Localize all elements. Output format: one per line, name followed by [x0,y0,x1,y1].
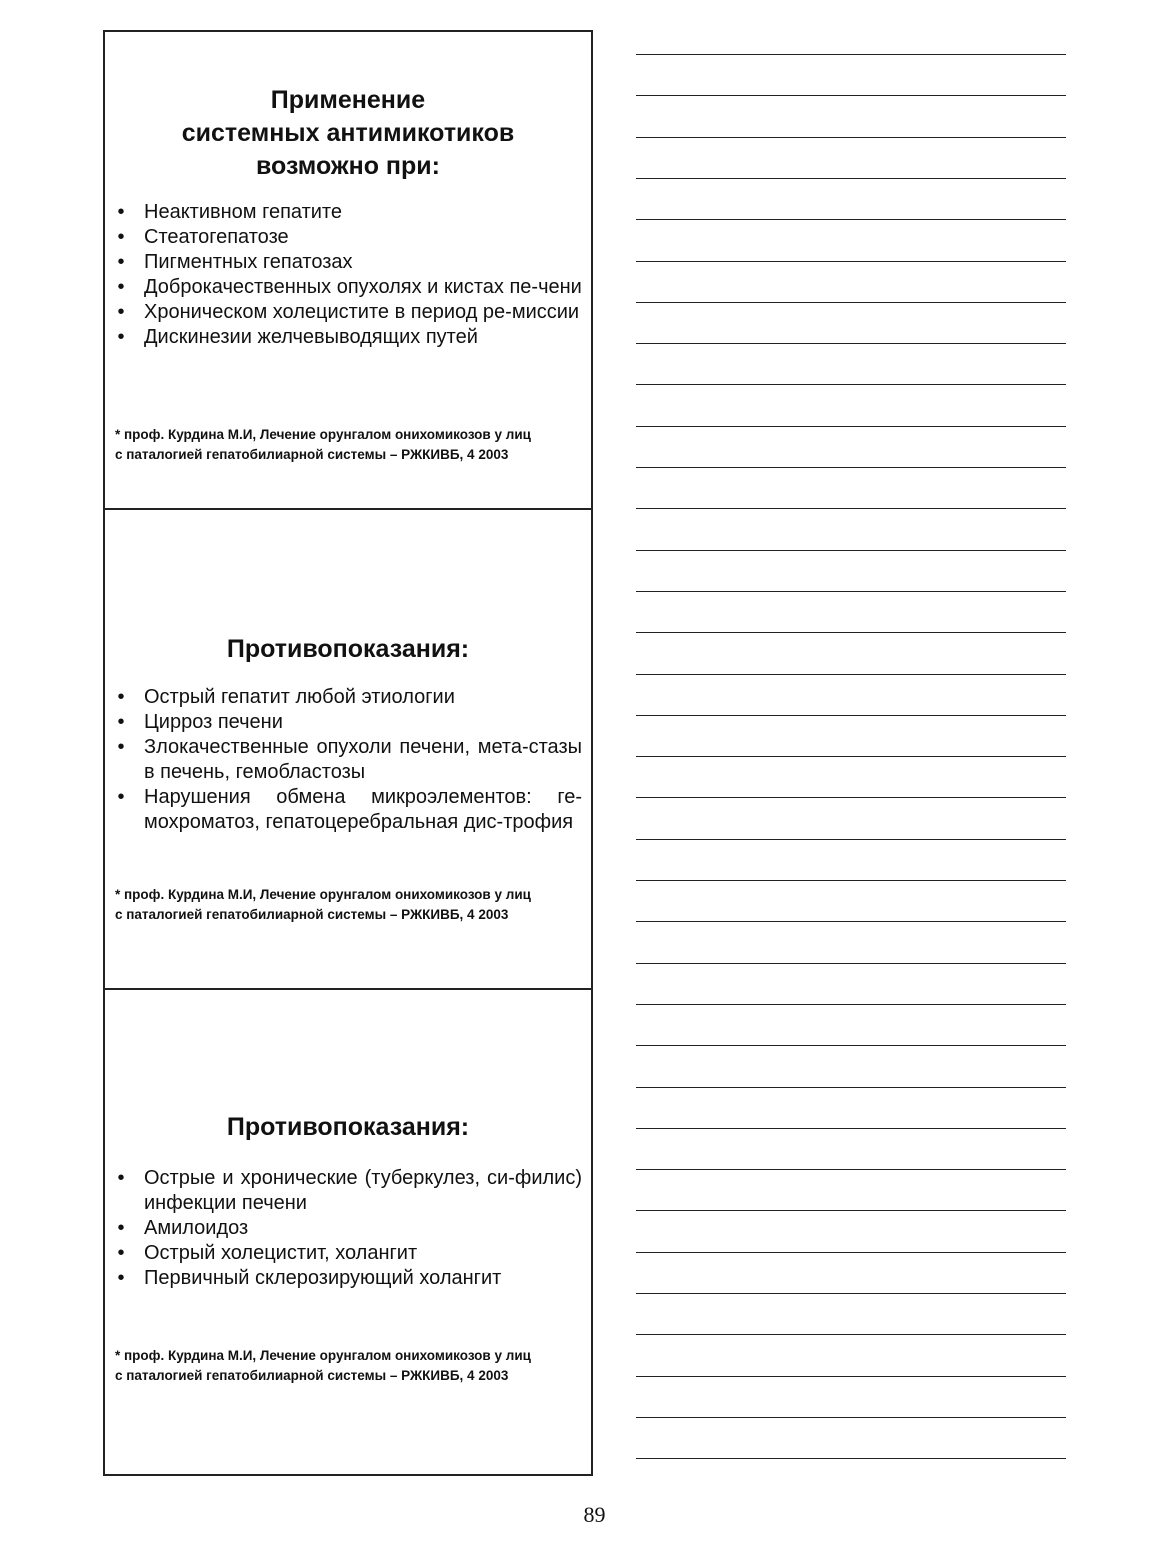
title-line: Противопоказания: [226,1113,470,1141]
title-line: Противопоказания: [226,635,470,663]
list-item-text: Стеатогепатозе [144,226,289,248]
bullet-icon: • [117,1267,125,1289]
list-item-text: Хроническом холецистите в период ре-миссии [144,301,580,323]
note-line [636,1004,1066,1005]
note-line [636,178,1066,179]
note-line [636,1169,1066,1170]
list-item-text: Амилоидоз [144,1217,249,1239]
note-line [636,1210,1066,1211]
list-item [115,1241,582,1266]
bullet-icon: • [117,1217,125,1239]
slides-column [103,30,593,1476]
note-line [636,591,1066,592]
title-line: Применение [270,86,426,114]
bullet-list [115,1166,582,1291]
list-item [115,300,582,325]
footnote-line: с паталогией гепатобилиарной системы – РЖКИВБ, 4 2003 [115,1368,509,1383]
slide-title [105,1111,591,1144]
note-line [636,1376,1066,1377]
list-item [115,275,582,300]
note-line [636,1252,1066,1253]
note-line [636,880,1066,881]
list-item-text: Нарушения обмена микроэлементов: ге-мохроматоз, гепатоцеребральная дис-трофия [144,786,582,833]
list-item-text: Доброкачественных опухолях и кистах пе-чени [144,276,582,298]
bullet-icon: • [117,301,125,323]
note-line [636,261,1066,262]
note-line [636,95,1066,96]
list-item-text: Острый гепатит любой этиологии [144,686,455,708]
list-item-text: Неактивном гепатите [144,201,342,223]
footnote-line: с паталогией гепатобилиарной системы – РЖКИВБ, 4 2003 [115,907,509,922]
bullet-icon: • [117,736,125,758]
list-item [115,1166,582,1216]
note-line [636,1417,1066,1418]
slide-title [105,633,591,666]
page-number: 89 [583,1502,606,1527]
note-line [636,426,1066,427]
note-line [636,632,1066,633]
bullet-icon: • [117,201,125,223]
bullet-list [115,200,582,350]
footnote-line: * проф. Курдина М.И, Лечение орунгалом онихомикозов у лиц [115,1348,531,1363]
title-line: системных антимикотиков [181,119,515,147]
bullet-icon: • [117,251,125,273]
list-item-text: Острые и хронические (туберкулез, си-филис) инфекции печени [144,1167,582,1214]
bullet-icon: • [117,711,125,733]
note-line [636,921,1066,922]
bullet-list [115,685,582,835]
note-line [636,137,1066,138]
footnote-line: * проф. Курдина М.И, Лечение орунгалом онихомикозов у лиц [115,887,531,902]
footnote-line: с паталогией гепатобилиарной системы – РЖКИВБ, 4 2003 [115,447,509,462]
footnote [115,425,589,465]
footnote-line: * проф. Курдина М.И, Лечение орунгалом онихомикозов у лиц [115,427,531,442]
note-line [636,1293,1066,1294]
footnote [115,1346,589,1386]
list-item [115,735,582,785]
list-item-text: Цирроз печени [144,711,283,733]
list-item-text: Злокачественные опухоли печени, мета-стазы в печень, гемобластозы [144,736,582,783]
bullet-icon: • [117,326,125,348]
note-line [636,219,1066,220]
note-line [636,508,1066,509]
list-item [115,710,582,735]
list-item [115,225,582,250]
note-line [636,674,1066,675]
note-line [636,384,1066,385]
note-line [636,550,1066,551]
note-line [636,1128,1066,1129]
list-item [115,1266,582,1291]
note-line [636,797,1066,798]
footnote [115,885,589,925]
note-line [636,1458,1066,1459]
list-item-text: Первичный склерозирующий холангит [144,1267,502,1289]
list-item [115,785,582,835]
list-item [115,1216,582,1241]
note-line [636,343,1066,344]
note-line [636,1087,1066,1088]
slide-title [105,84,591,183]
list-item-text: Пигментных гепатозах [144,251,353,273]
note-line [636,1045,1066,1046]
bullet-icon: • [117,226,125,248]
list-item-text: Дискинезии желчевыводящих путей [144,326,478,348]
bullet-icon: • [117,786,125,808]
slide-contraindications-1 [105,510,591,990]
note-line [636,467,1066,468]
note-line [636,1334,1066,1335]
note-line [636,302,1066,303]
note-line [636,715,1066,716]
note-line [636,54,1066,55]
slide-usage-conditions [105,32,591,510]
note-line [636,963,1066,964]
title-line: возможно при: [256,152,440,180]
note-line [636,756,1066,757]
list-item [115,325,582,350]
list-item [115,250,582,275]
notes-lines-column [636,0,1066,1567]
slide-contraindications-2 [105,990,591,1474]
list-item-text: Острый холецистит, холангит [144,1242,418,1264]
bullet-icon: • [117,1167,125,1189]
bullet-icon: • [117,686,125,708]
note-line [636,839,1066,840]
bullet-icon: • [117,1242,125,1264]
list-item [115,685,582,710]
bullet-icon: • [117,276,125,298]
list-item [115,200,582,225]
